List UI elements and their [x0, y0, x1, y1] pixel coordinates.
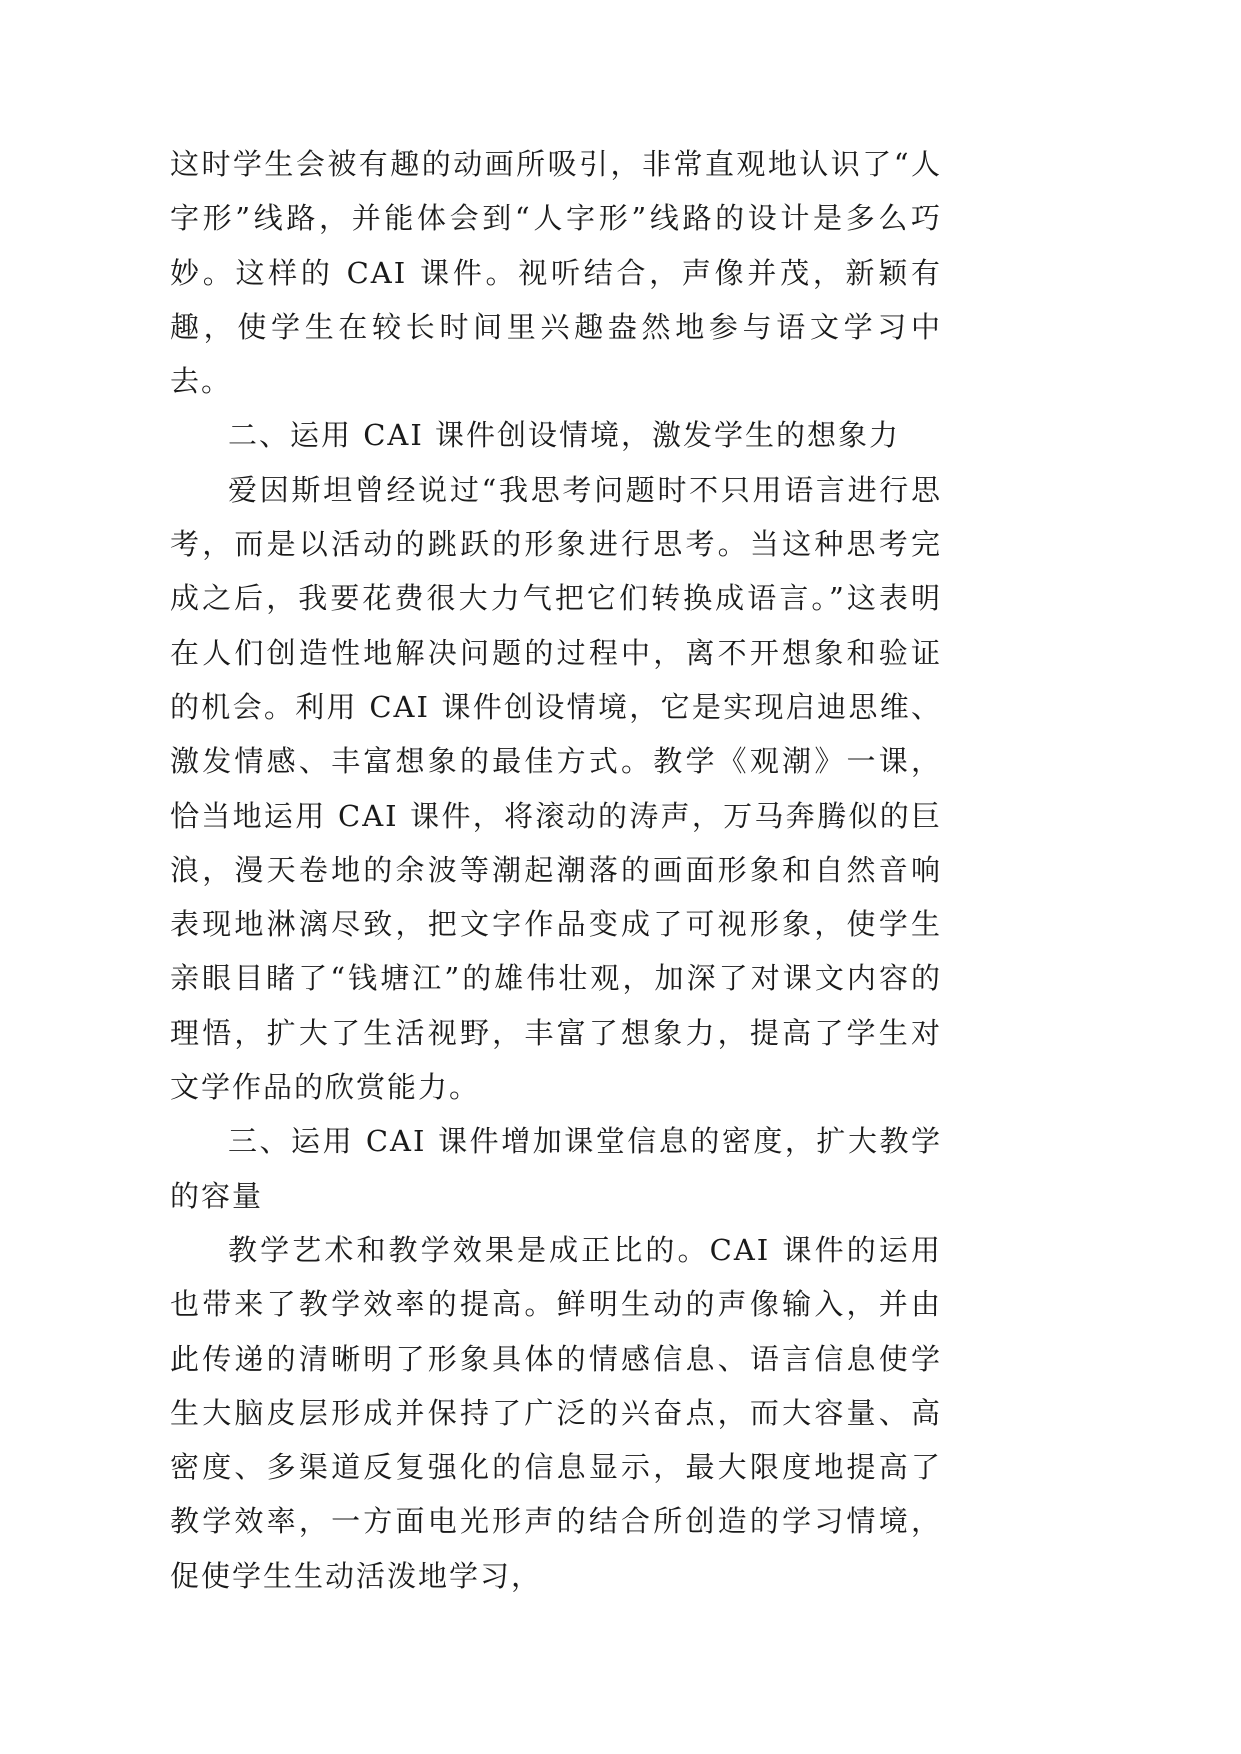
section-heading: 三、运用 CAI 课件增加课堂信息的密度，扩大教学的容量	[170, 1124, 942, 1213]
body-paragraph: 这时学生会被有趣的动画所吸引，非常直观地认识了“人字形”线路，并能体会到“人字形”线路的设计是多么巧妙。这样的 CAI 课件。视听结合，声像并茂，新颖有趣，使学生在较长时间里兴趣盎然地参与语文学习中去。	[170, 147, 942, 399]
body-paragraph: 教学艺术和教学效果是成正比的。CAI 课件的运用也带来了教学效率的提高。鲜明生动的声像输入，并由此传递的清晰明了形象具体的情感信息、语言信息使学生大脑皮层形成并保持了广泛的兴奋点，而大容量、高密度、多渠道反复强化的信息显示，最大限度地提高了教学效率，一方面电光形声的结合所创造的学习情境，促使学生生动活泼地学习，	[170, 1232, 942, 1593]
body-paragraph: 爱因斯坦曾经说过“我思考问题时不只用语言进行思考，而是以活动的跳跃的形象进行思考。当这种思考完成之后，我要花费很大力气把它们转换成语言。”这表明在人们创造性地解决问题的过程中，离不开想象和验证的机会。利用 CAI 课件创设情境，它是实现启迪思维、激发情感、丰富想象的最佳方式。教学《观潮》一课，恰当地运用 CAI 课件，将滚动的涛声，万马奔腾似的巨浪，漫天卷地的余波等潮起潮落的画面形象和自然音响表现地淋漓尽致，把文字作品变成了可视形象，使学生亲眼目睹了“钱塘江”的雄伟壮观，加深了对课文内容的理悟，扩大了生活视野，丰富了想象力，提高了学生对文学作品的欣赏能力。	[170, 472, 942, 1105]
section-heading: 二、运用 CAI 课件创设情境，激发学生的想象力	[228, 418, 901, 453]
document-body	[170, 137, 942, 1603]
